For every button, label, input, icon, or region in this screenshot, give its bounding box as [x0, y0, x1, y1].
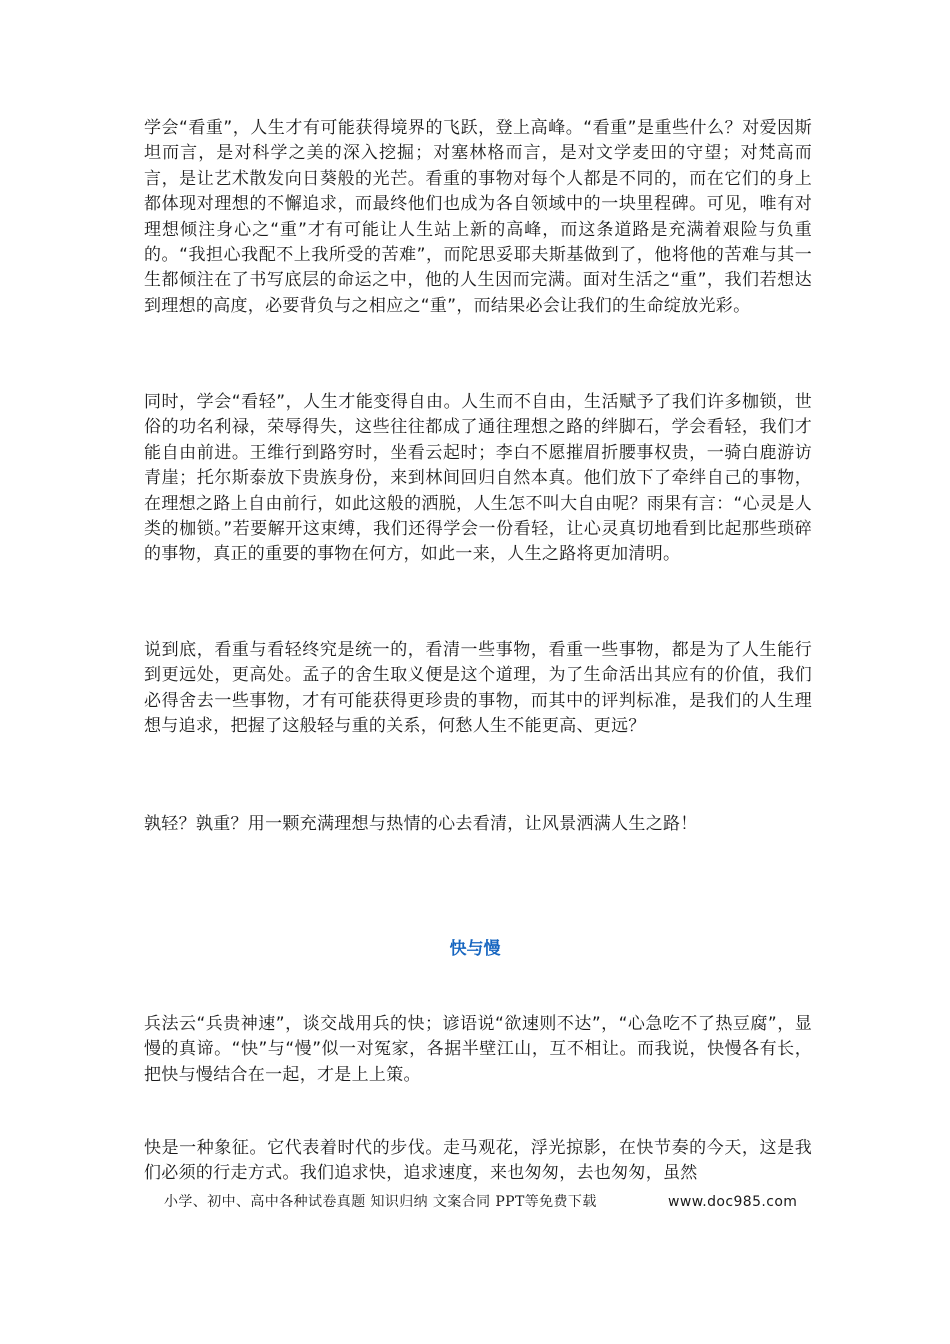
paragraph-统一: 说到底，看重与看轻终究是统一的，看清一些事物，看重一些事物，都是为了人生能行到更远处，更高处。孟子的舍生取义便是这个道理，为了生命活出其应有的价值，我们必得舍去一些事物，才有可能获得更珍贵的事物，而其中的评判标准，是我们的人生理想与追求，把握了这般轻与重的关系，何愁人生不能更高、更远？ [144, 640, 812, 737]
paragraph-看轻: 同时，学会“看轻”，人生才能变得自由。人生而不自由，生活赋予了我们许多枷锁，世俗的功名利禄，荣辱得失，这些往往都成了通往理想之路的绊脚石，学会看轻，我们才能自由前进。王维行到路穷时，坐看云起时；李白不愿摧眉折腰事权贵，一骑白鹿游访青崖；托尔斯泰放下贵族身份，来到林间回归自然本真。他们放下了牵绊自己的事物，在理想之路上自由前行，如此这般的洒脱，人生怎不叫大自由呢？雨果有言：“心灵是人类的枷锁。”若要解开这束缚，我们还得学会一份看轻，让心灵真切地看到比起那些琐碎的事物，真正的重要的事物在何方，如此一来，人生之路将更加清明。 [144, 392, 812, 565]
section-heading: 快与慢 [449, 939, 501, 959]
page-footer [0, 1190, 950, 1214]
footer-description: 小学、初中、高中各种试卷真题 知识归纳 文案合同 PPT等免费下载 [164, 1194, 597, 1210]
paragraph-conclusion: 孰轻？孰重？用一颗充满理想与热情的心去看清，让风景洒满人生之路！ [144, 814, 698, 834]
paragraph-快-象征: 快是一种象征。它代表着时代的步伐。走马观花，浮光掠影，在快节奏的今天，这是我们必须的行走方式。我们追求快，追求速度，来也匆匆，去也匆匆，虽然 [144, 1138, 812, 1184]
paragraph-看重: 学会“看重”，人生才有可能获得境界的飞跃，登上高峰。“看重”是重些什么？对爱因斯坦而言，是对科学之美的深入挖掘；对塞林格而言，是对文学麦田的守望；对梵高而言，是让艺术散发向日葵般的光芒。看重的事物对每个人都是不同的，而在它们的身上都体现对理想的不懈追求，而最终他们也成为各自领域中的一块里程碑。可见，唯有对理想倾注身心之“重”才有可能让人生站上新的高峰，而这条道路是充满着艰险与负重的。“我担心我配不上我所受的苦难”，而陀思妥耶夫斯基做到了，他将他的苦难与其一生都倾注在了书写底层的命运之中，他的人生因而完满。面对生活之“重”，我们若想达到理想的高度，必要背负与之相应之“重”，而结果必会让我们的生命绽放光彩。 [144, 118, 812, 316]
footer-website-link[interactable]: www.doc985.com [668, 1194, 798, 1210]
paragraph-intro-快慢: 兵法云“兵贵神速”，谈交战用兵的快；谚语说“欲速则不达”，“心急吃不了热豆腐”，显慢的真谛。“快”与“慢”似一对冤家，各据半壁江山，互不相让。而我说，快慢各有长，把快与慢结合在一起，才是上上策。 [144, 1014, 812, 1085]
